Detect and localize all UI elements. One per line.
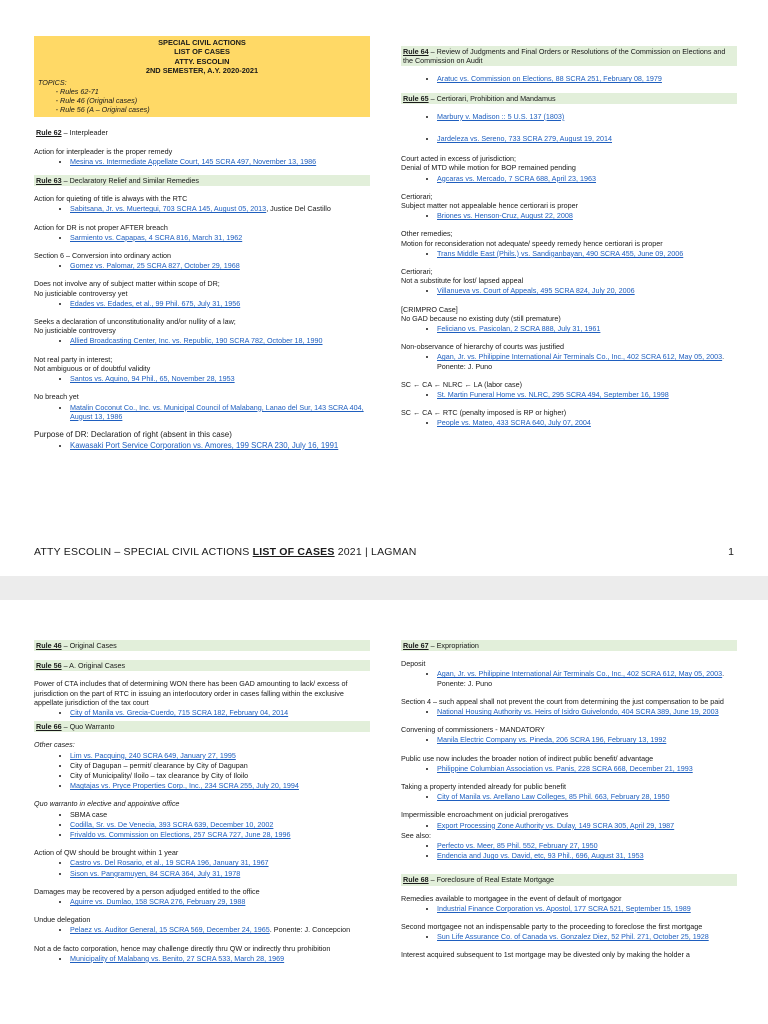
case-note: Not a de facto corporation, hence may challenge directly thru QW or indirectly thru prohibition: [34, 943, 331, 953]
case-note: Seeks a declaration of unconstitutionality and/or nullity of a law;: [34, 317, 236, 327]
case-link[interactable]: Villanueva vs. Court of Appeals, 495 SCRA 824, July 20, 2006: [437, 286, 635, 296]
case-note: Action of QW should be brought within 1 year: [34, 848, 179, 858]
case-note: Undue delegation: [34, 915, 91, 925]
case-item: • Agan, Jr. vs. Philippine International Air Terminals Co., Inc., 402 SCRA 612, May 05, 2003. Ponente: J. Puno: [437, 669, 737, 687]
case-link[interactable]: Frivaldo vs. Commission on Elections, 257 SCRA 727, June 28, 1996: [70, 830, 291, 840]
case-note: Deposit: [401, 659, 426, 669]
case-item: [70, 830, 370, 839]
case-note: No breach yet: [34, 392, 79, 402]
case-link[interactable]: Gomez vs. Palomar, 25 SCRA 827, October 29, 1968: [70, 261, 240, 271]
case-item: [70, 261, 370, 270]
page1-left-column: [34, 36, 370, 459]
rule-56-heading: Rule 56 – A. Original Cases: [34, 660, 370, 671]
rule-65-heading: Rule 65 – Certiorari, Prohibition and Mandamus: [401, 93, 737, 104]
case-note: Interest acquired subsequent to 1st mortgage may be divested only by making the holder a: [401, 950, 690, 960]
case-item: • Sabitsana, Jr. vs. Muertegui, 703 SCRA 145, August 05, 2013, Justice Del Castillo: [70, 204, 370, 213]
semester-line: 2ND SEMESTER, A.Y. 2020-2021: [145, 66, 259, 76]
case-link[interactable]: Magtajas vs. Pryce Properties Corp., Inc., 234 SCRA 255, July 20, 1994: [70, 781, 299, 791]
rule-62-heading: Rule 62 – Interpleader: [36, 128, 108, 138]
case-link[interactable]: Edades vs. Edades, et al., 99 Phil. 675, July 31, 1956: [70, 298, 241, 308]
case-note: Damages may be recovered by a person adjudged entitled to the office: [34, 886, 260, 896]
case-note: Purpose of DR: Declaration of right (absent in this case): [34, 429, 232, 439]
topics-label: TOPICS:: [38, 77, 67, 87]
case-note: Motion for reconsideration not adequate/ speedy remedy hence certiorari is proper: [401, 238, 663, 248]
case-item: [437, 764, 737, 773]
topic-item: - Rule 46 (Original cases): [60, 96, 366, 105]
page-separator: [0, 576, 768, 600]
case-item: [437, 841, 737, 850]
page2-right-column: [401, 640, 737, 960]
case-note: Other cases:: [34, 740, 75, 750]
case-note: Taking a property intended already for public benefit: [401, 782, 567, 792]
case-note: Section 4 – such appeal shall not prevent the court from determining the just compensation to be paid: [401, 696, 724, 706]
case-item: [437, 211, 737, 220]
case-link[interactable]: Matalin Coconut Co., Inc. vs. Municipal Council of Malabang, Lanao del Sur, 143 SCRA 404, August 13, 1986: [70, 402, 364, 421]
case-note: Other remedies;: [401, 229, 453, 239]
case-note: Does not involve any of subject matter within scope of DR;: [34, 279, 220, 289]
case-item: [437, 792, 737, 801]
case-note: [CRIMPRO Case]: [401, 304, 458, 314]
case-note: Not a substitute for lost/ lapsed appeal: [401, 276, 524, 286]
case-item: [437, 324, 737, 333]
case-link[interactable]: Aguirre vs. Dumlao, 158 SCRA 276, February 29, 1988: [70, 897, 246, 907]
case-link[interactable]: People vs. Mateo, 433 SCRA 640, July 07, 2004: [437, 418, 591, 428]
case-item: [437, 904, 737, 913]
case-note: Court acted in excess of jurisdiction;: [401, 154, 517, 164]
case-item: [70, 869, 370, 878]
case-note: Denial of MTD while motion for BOP remained pending: [401, 163, 576, 173]
case-item: [437, 851, 737, 860]
case-link[interactable]: Feliciano vs. Pasicolan, 2 SCRA 888, July 31, 1961: [437, 324, 601, 334]
case-note: No justiciable controversy yet: [34, 288, 128, 298]
case-note: Remedies available to mortgagee in the event of default of mortgagor: [401, 893, 622, 903]
case-note: Subject matter not appealable hence certiorari is proper: [401, 201, 578, 211]
case-link[interactable]: Pelaez vs. Auditor General, 15 SCRA 569, December 24, 1965: [70, 925, 270, 935]
case-link[interactable]: Aratuc vs. Commission on Elections, 88 SCRA 251, February 08, 1979: [437, 74, 662, 84]
case-link[interactable]: Agan, Jr. vs. Philippine International Air Terminals Co., Inc., 402 SCRA 612, May 05, 2003: [437, 669, 723, 679]
case-link[interactable]: Sarmiento vs. Capapas, 4 SCRA 816, March 31, 1962: [70, 232, 243, 242]
case-link[interactable]: Lim vs. Pacquing, 240 SCRA 649, January 27, 1995: [70, 750, 236, 760]
case-note: Power of CTA includes that of determining WON there has been GAD amounting to lack/ excess of jurisdiction on the part of RTC in issuing an interlocutory order in cases falling within the exclusive appellate jurisdiction of the tax court: [34, 679, 348, 707]
case-note: Certiorari;: [401, 191, 433, 201]
case-item: [437, 249, 737, 258]
case-item: [437, 390, 737, 399]
page1-right-column: [401, 46, 737, 437]
case-item: [437, 707, 737, 716]
case-note: Public use now includes the broader notion of indirect public benefit/ advantage: [401, 753, 654, 763]
case-note: Second mortgagee not an indispensable party to the proceeding to foreclose the first mortgage: [401, 922, 703, 932]
case-item: • City of Dagupan – permit/ clearance by City of Dagupan: [70, 761, 370, 770]
case-note: Not real party in interest;: [34, 354, 113, 364]
case-note: Action for DR is not proper AFTER breach: [34, 222, 168, 232]
case-item: [70, 858, 370, 867]
case-link[interactable]: Sabitsana, Jr. vs. Muertegui, 703 SCRA 145, August 05, 2013: [70, 204, 267, 214]
case-link[interactable]: National Housing Authority vs. Heirs of Isidro Guivelondo, 404 SCRA 389, June 19, 2003: [437, 707, 719, 717]
case-link[interactable]: Sison vs. Pangramuyen, 84 SCRA 364, July 31, 1978: [70, 868, 241, 878]
case-note: Section 6 – Conversion into ordinary action: [34, 251, 172, 261]
case-link[interactable]: City of Manila vs. Arellano Law Colleges, 85 Phil. 663, February 28, 1950: [437, 792, 670, 802]
case-note: Action for quieting of title is always with the RTC: [34, 194, 188, 204]
case-link[interactable]: Endencia and Jugo vs. David, etc, 93 Phil., 696, August 31, 1953: [437, 851, 644, 861]
case-item: [437, 418, 737, 427]
page2-left-column: [34, 640, 370, 972]
case-item: [70, 441, 370, 450]
rule-63-heading: Rule 63 – Declaratory Relief and Similar Remedies: [34, 175, 370, 186]
case-item: [437, 735, 737, 744]
case-link[interactable]: Perfecto vs. Meer, 85 Phil. 552, February 27, 1950: [437, 841, 598, 851]
case-link[interactable]: Jardeleza vs. Sereno, 733 SCRA 279, August 19, 2014: [437, 134, 613, 144]
case-item: • SBMA case: [70, 810, 370, 819]
case-link[interactable]: Sun Life Assurance Co. of Canada vs. Gonzalez Diez, 52 Phil. 271, October 25, 1928: [437, 932, 709, 942]
case-link[interactable]: Trans Middle East (Phils.) vs. Sandiganbayan, 490 SCRA 455, June 09, 2006: [437, 248, 684, 258]
rule-46-heading: Rule 46 – Original Cases: [34, 640, 370, 651]
case-note: Convening of commissioners - MANDATORY: [401, 725, 545, 735]
case-item: [70, 374, 370, 383]
topics-list: [38, 87, 366, 115]
case-link[interactable]: Manila Electric Company vs. Pineda, 206 SCRA 196, February 13, 1992: [437, 735, 667, 745]
case-link[interactable]: Industrial Finance Corporation vs. Apostol, 177 SCRA 521, September 15, 1989: [437, 903, 691, 913]
case-note: Action for interpleader is the proper remedy: [34, 146, 173, 156]
case-note: SC ← CA ← NLRC ← LA (labor case): [401, 379, 523, 389]
case-link[interactable]: Mesina vs. Intermediate Appellate Court, 145 SCRA 497, November 13, 1986: [70, 156, 317, 166]
case-note: See also:: [401, 830, 431, 840]
case-item: [70, 954, 370, 963]
case-note: Non-observance of hierarchy of courts was justified: [401, 342, 564, 352]
case-item: [437, 932, 737, 941]
page-footer: ATTY ESCOLIN – SPECIAL CIVIL ACTIONS LIST OF CASES 2021 | LAGMAN: [34, 546, 417, 558]
case-item: [70, 897, 370, 906]
case-link[interactable]: Agcaras vs. Mercado, 7 SCRA 688, April 23, 1963: [437, 173, 597, 183]
case-note: Certiorari;: [401, 267, 433, 277]
case-note: No justiciable controversy: [34, 326, 116, 336]
case-item: [70, 157, 370, 166]
case-note: SC ← CA ← RTC (penalty imposed is RP or higher): [401, 408, 567, 418]
case-link[interactable]: City of Manila vs. Grecia-Cuerdo, 715 SCRA 182, February 04, 2014: [70, 708, 289, 718]
topic-item: - Rules 62-71: [60, 87, 366, 96]
case-link[interactable]: Santos vs. Aquino, 94 Phil., 65, November 28, 1953: [70, 374, 235, 384]
topic-item: - Rule 56 (A – Original cases): [60, 105, 366, 114]
case-link[interactable]: Castro vs. Del Rosario, et al., 19 SCRA 196, January 31, 1967: [70, 858, 269, 868]
case-note: Impermissible encroachment on judicial prerogatives: [401, 810, 569, 820]
case-item: • Agan, Jr. vs. Philippine International Air Terminals Co., Inc., 402 SCRA 612, May 05, 2003. Ponente: J. Puno: [437, 352, 737, 370]
case-note: Not ambiguous or of doubtful validity: [34, 363, 151, 373]
title-line: ATTY. ESCOLIN: [174, 56, 230, 66]
case-item: [437, 286, 737, 295]
title-line: SPECIAL CIVIL ACTIONS: [158, 38, 246, 47]
case-item: [437, 174, 737, 183]
title-box: [34, 36, 370, 117]
title-line: LIST OF CASES: [174, 47, 230, 57]
case-item: • City of Municipality/ Iloilo – tax clearance by City of Iloilo: [70, 771, 370, 780]
case-link[interactable]: Briones vs. Henson-Cruz, August 22, 2008: [437, 211, 573, 221]
case-link[interactable]: Codilla, Sr. vs. De Venecia, 393 SCRA 639, December 10, 2002: [70, 819, 274, 829]
page-number: 1: [728, 546, 734, 558]
case-item: [437, 74, 737, 83]
case-item: [437, 134, 737, 143]
case-link[interactable]: St. Martin Funeral Home vs. NLRC, 295 SCRA 494, September 16, 1998: [437, 390, 669, 400]
case-link[interactable]: Marbury v. Madison :: 5 U.S. 137 (1803): [437, 111, 565, 121]
case-item: [70, 781, 370, 790]
case-link[interactable]: Kawasaki Port Service Corporation vs. Amores, 199 SCRA 230, July 16, 1991: [70, 440, 339, 450]
case-item: [70, 336, 370, 345]
rule-66-heading: Rule 66 – Quo Warranto: [34, 721, 370, 732]
case-link[interactable]: Allied Broadcasting Center, Inc. vs. Republic, 190 SCRA 782, October 18, 1990: [70, 336, 323, 346]
case-item: [437, 112, 737, 121]
rule-64-heading: Rule 64 – Review of Judgments and Final Orders or Resolutions of the Commission on Elections and the Commission on Audit: [401, 46, 737, 66]
rule-67-heading: Rule 67 – Expropriation: [401, 640, 737, 651]
case-item: • Pelaez vs. Auditor General, 15 SCRA 569, December 24, 1965. Ponente: J. Concepcion: [70, 925, 370, 934]
case-item: [70, 299, 370, 308]
rule-68-heading: Rule 68 – Foreclosure of Real Estate Mortgage: [401, 874, 737, 885]
case-item: [70, 403, 370, 421]
case-link[interactable]: Export Processing Zone Authority vs. Dulay, 149 SCRA 305, April 29, 1987: [437, 820, 675, 830]
case-link[interactable]: Agan, Jr. vs. Philippine International Air Terminals Co., Inc., 402 SCRA 612, May 05, 2003: [437, 352, 723, 362]
case-link[interactable]: Philippine Columbian Association vs. Panis, 228 SCRA 668, December 21, 1993: [437, 763, 693, 773]
document-page-2: [0, 600, 768, 1024]
case-note: Quo warranto in elective and appointive office: [34, 799, 180, 809]
case-item: [70, 233, 370, 242]
case-item: [70, 751, 370, 760]
case-item: [70, 820, 370, 829]
case-item: [70, 708, 370, 717]
case-link[interactable]: Municipality of Malabang vs. Benito, 27 SCRA 533, March 28, 1969: [70, 953, 285, 963]
case-item: [437, 821, 737, 830]
case-note: No GAD because no existing duty (still premature): [401, 313, 561, 323]
